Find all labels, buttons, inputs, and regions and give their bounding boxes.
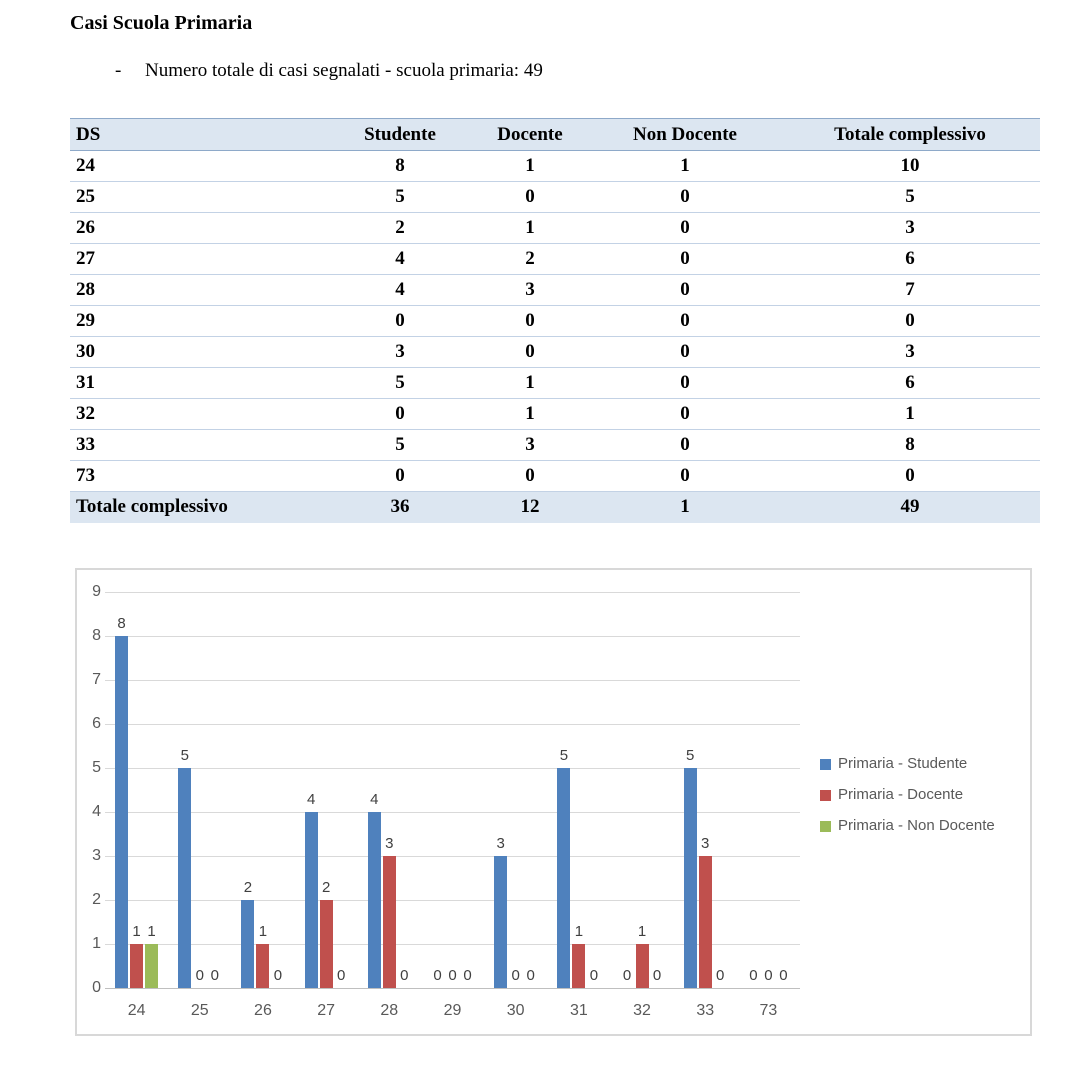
y-axis-label: 4 bbox=[92, 803, 101, 820]
x-axis-label: 25 bbox=[190, 1002, 209, 1019]
table-row bbox=[70, 399, 1040, 430]
data-label: 0 bbox=[210, 967, 219, 984]
table-cell: 3 bbox=[330, 337, 470, 368]
table-cell: 3 bbox=[470, 430, 590, 461]
data-label: 0 bbox=[195, 967, 204, 984]
data-label: 0 bbox=[433, 967, 442, 984]
table-cell: 1 bbox=[590, 492, 780, 523]
data-label: 3 bbox=[385, 835, 394, 852]
bar-26-series-0 bbox=[241, 900, 254, 988]
table-row bbox=[70, 368, 1040, 399]
y-axis-label: 7 bbox=[92, 671, 101, 688]
y-axis-label: 9 bbox=[92, 583, 101, 600]
legend-label: Primaria - Studente bbox=[838, 755, 968, 772]
x-axis-label: 30 bbox=[506, 1002, 525, 1019]
table-cell: 29 bbox=[70, 306, 330, 337]
table-cell: 0 bbox=[590, 337, 780, 368]
data-label: 0 bbox=[589, 967, 599, 984]
table-cell: Totale complessivo bbox=[70, 492, 330, 523]
data-label: 3 bbox=[496, 835, 505, 852]
chart-panel bbox=[75, 568, 1032, 1036]
data-label: 0 bbox=[764, 967, 773, 984]
legend-swatch-icon bbox=[820, 759, 831, 770]
table-cell: 3 bbox=[780, 337, 1040, 368]
table-cell: 0 bbox=[780, 306, 1040, 337]
data-label: 1 bbox=[132, 923, 141, 940]
data-label: 8 bbox=[117, 615, 126, 632]
table-cell: 1 bbox=[470, 213, 590, 244]
x-axis-label: 28 bbox=[380, 1002, 399, 1019]
table-cell: 0 bbox=[590, 368, 780, 399]
table-cell: 8 bbox=[330, 151, 470, 182]
legend-item bbox=[820, 786, 995, 803]
table-cell: 4 bbox=[330, 244, 470, 275]
y-axis-label: 0 bbox=[92, 979, 101, 996]
x-axis-label: 31 bbox=[569, 1002, 588, 1019]
table-cell: 0 bbox=[590, 182, 780, 213]
table-cell: 0 bbox=[590, 275, 780, 306]
table-cell: 31 bbox=[70, 368, 330, 399]
bar-27-series-0 bbox=[305, 812, 318, 988]
table-cell: 0 bbox=[470, 337, 590, 368]
data-label: 0 bbox=[273, 967, 283, 984]
table-cell: 5 bbox=[330, 368, 470, 399]
y-axis-label: 3 bbox=[92, 847, 101, 864]
legend-item bbox=[820, 755, 995, 772]
table-cell: 25 bbox=[70, 182, 330, 213]
y-axis-label: 8 bbox=[92, 627, 101, 644]
bullet-marker: - bbox=[115, 60, 122, 81]
table-cell: 0 bbox=[330, 306, 470, 337]
table-cell: 28 bbox=[70, 275, 330, 306]
table-cell: 6 bbox=[780, 368, 1040, 399]
data-label: 0 bbox=[749, 967, 758, 984]
data-label: 5 bbox=[559, 747, 569, 764]
column-header: Non Docente bbox=[590, 119, 780, 151]
table-cell: 0 bbox=[590, 244, 780, 275]
table-cell: 30 bbox=[70, 337, 330, 368]
bar-31-series-0 bbox=[557, 768, 570, 988]
legend-swatch-icon bbox=[820, 821, 831, 832]
y-axis-label: 6 bbox=[92, 715, 101, 732]
table-cell: 0 bbox=[330, 461, 470, 492]
table-row bbox=[70, 430, 1040, 461]
table-cell: 0 bbox=[780, 461, 1040, 492]
table-row bbox=[70, 306, 1040, 337]
table-total-row bbox=[70, 492, 1040, 523]
y-axis-label: 1 bbox=[92, 935, 101, 952]
column-header: Studente bbox=[330, 119, 470, 151]
column-header: Totale complessivo bbox=[780, 119, 1040, 151]
table-row bbox=[70, 244, 1040, 275]
table-cell: 1 bbox=[780, 399, 1040, 430]
table-cell: 1 bbox=[470, 368, 590, 399]
table-cell: 1 bbox=[470, 399, 590, 430]
data-label: 1 bbox=[637, 923, 647, 940]
y-axis-label: 5 bbox=[92, 759, 101, 776]
data-label: 0 bbox=[652, 967, 662, 984]
x-axis-label: 73 bbox=[759, 1002, 778, 1019]
gridline bbox=[105, 592, 800, 593]
x-axis-label: 32 bbox=[633, 1002, 651, 1019]
column-header: DS bbox=[70, 119, 330, 151]
table-cell: 7 bbox=[780, 275, 1040, 306]
legend-swatch-icon bbox=[820, 790, 831, 801]
table-cell: 24 bbox=[70, 151, 330, 182]
table-cell: 36 bbox=[330, 492, 470, 523]
table-row bbox=[70, 151, 1040, 182]
data-label: 0 bbox=[622, 967, 632, 984]
page-title: Casi Scuola Primaria bbox=[70, 12, 253, 34]
data-label: 0 bbox=[336, 967, 346, 984]
table-cell: 0 bbox=[590, 461, 780, 492]
data-label: 5 bbox=[180, 747, 189, 764]
x-axis-label: 33 bbox=[696, 1002, 715, 1019]
table-cell: 12 bbox=[470, 492, 590, 523]
table-cell: 32 bbox=[70, 399, 330, 430]
x-axis-label: 27 bbox=[317, 1002, 336, 1019]
table-cell: 0 bbox=[470, 461, 590, 492]
table-body bbox=[70, 151, 1040, 523]
data-label: 3 bbox=[701, 835, 710, 852]
data-label: 2 bbox=[321, 879, 331, 896]
table-cell: 0 bbox=[330, 399, 470, 430]
data-label: 0 bbox=[463, 967, 472, 984]
gridline bbox=[105, 680, 800, 681]
gridline bbox=[105, 988, 800, 989]
data-label: 1 bbox=[574, 923, 584, 940]
legend-label: Primaria - Docente bbox=[838, 786, 964, 803]
bar-33-series-0 bbox=[684, 768, 697, 988]
data-label: 4 bbox=[370, 791, 379, 808]
data-label: 0 bbox=[400, 967, 409, 984]
table-cell: 0 bbox=[590, 213, 780, 244]
data-label: 0 bbox=[779, 967, 788, 984]
table-cell: 49 bbox=[780, 492, 1040, 523]
legend-label: Primaria - Non Docente bbox=[838, 817, 995, 834]
data-label: 0 bbox=[526, 967, 535, 984]
data-label: 0 bbox=[448, 967, 457, 984]
table-row bbox=[70, 182, 1040, 213]
table-head-row bbox=[70, 119, 1040, 151]
data-label: 0 bbox=[511, 967, 520, 984]
table-row bbox=[70, 275, 1040, 306]
table-cell: 5 bbox=[330, 430, 470, 461]
bar-24-series-2 bbox=[145, 944, 158, 988]
x-axis-label: 24 bbox=[127, 1002, 146, 1019]
table-cell: 1 bbox=[590, 151, 780, 182]
table-cell: 0 bbox=[470, 306, 590, 337]
data-label: 0 bbox=[716, 967, 725, 984]
table-cell: 0 bbox=[590, 306, 780, 337]
table-cell: 2 bbox=[470, 244, 590, 275]
gridline bbox=[105, 724, 800, 725]
table-row bbox=[70, 461, 1040, 492]
bar-24-series-1 bbox=[130, 944, 143, 988]
table-cell: 73 bbox=[70, 461, 330, 492]
table-cell: 3 bbox=[780, 213, 1040, 244]
table-cell: 33 bbox=[70, 430, 330, 461]
table-cell: 0 bbox=[470, 182, 590, 213]
table-cell: 6 bbox=[780, 244, 1040, 275]
data-label: 2 bbox=[243, 879, 253, 896]
bullet-text: Numero totale di casi segnalati - scuola primaria: 49 bbox=[145, 60, 543, 81]
table-cell: 0 bbox=[590, 430, 780, 461]
column-header: Docente bbox=[470, 119, 590, 151]
table-cell: 3 bbox=[470, 275, 590, 306]
table-cell: 4 bbox=[330, 275, 470, 306]
table-cell: 1 bbox=[470, 151, 590, 182]
y-axis-label: 2 bbox=[92, 891, 101, 908]
table-cell: 27 bbox=[70, 244, 330, 275]
table-row bbox=[70, 213, 1040, 244]
table-cell: 10 bbox=[780, 151, 1040, 182]
data-label: 1 bbox=[147, 923, 156, 940]
table-cell: 2 bbox=[330, 213, 470, 244]
x-axis-label: 29 bbox=[443, 1002, 462, 1019]
legend-item bbox=[820, 817, 995, 834]
data-label: 5 bbox=[686, 747, 695, 764]
data-label: 4 bbox=[306, 791, 316, 808]
table-cell: 5 bbox=[330, 182, 470, 213]
gridline bbox=[105, 636, 800, 637]
table-cell: 5 bbox=[780, 182, 1040, 213]
table-cell: 26 bbox=[70, 213, 330, 244]
data-label: 1 bbox=[258, 923, 268, 940]
cases-table bbox=[70, 118, 1040, 523]
bar-25-series-0 bbox=[178, 768, 191, 988]
table-cell: 8 bbox=[780, 430, 1040, 461]
x-axis-label: 26 bbox=[254, 1002, 272, 1019]
chart-legend bbox=[820, 755, 995, 848]
table-cell: 0 bbox=[590, 399, 780, 430]
table-row bbox=[70, 337, 1040, 368]
